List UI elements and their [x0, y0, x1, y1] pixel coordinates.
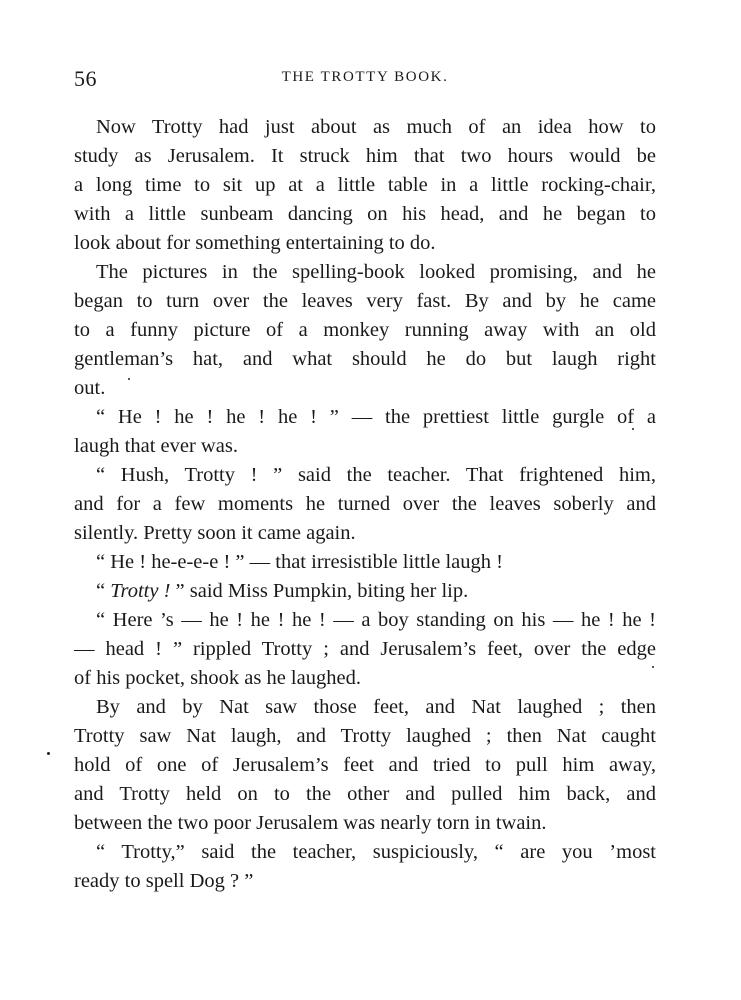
text-line: By and by Nat saw those feet, and Nat laughed ; then [96, 696, 656, 718]
text-line: and Trotty held on to the other and pulled him back, and [74, 783, 656, 805]
text-line: Trotty saw Nat laugh, and Trotty laughed ; then Nat caught [74, 725, 656, 747]
text-line: ready to spell Dog ? ” [74, 870, 254, 892]
text-line: out. [74, 377, 106, 399]
body-text [74, 113, 656, 896]
text-line: silently. Pretty soon it came again. [74, 522, 356, 544]
page-header [74, 66, 656, 96]
text-line: study as Jerusalem. It struck him that two hours would be [74, 145, 656, 167]
ink-speck [652, 666, 654, 668]
text-line: Now Trotty had just about as much of an idea how to [96, 116, 656, 138]
italic-text: Trotty ! [110, 580, 171, 602]
text-line: The pictures in the spelling-book looked promising, and he [96, 261, 656, 283]
ink-speck [128, 378, 130, 380]
text-line: to a funny picture of a monkey running away with an old [74, 319, 656, 341]
text-line: and for a few moments he turned over the leaves soberly and [74, 493, 656, 515]
text-line: “ Hush, Trotty ! ” said the teacher. That frightened him, [96, 464, 656, 486]
ink-speck [47, 752, 50, 755]
text-line: between the two poor Jerusalem was nearly torn in twain. [74, 812, 547, 834]
ink-speck [632, 428, 634, 430]
text-line: “ He ! he ! he ! he ! ” — the prettiest little gurgle of a [96, 406, 656, 428]
text-line: “ Here ’s — he ! he ! he ! — a boy standing on his — he ! he ! [96, 609, 656, 631]
text-line: look about for something entertaining to do. [74, 232, 436, 254]
text-line: laugh that ever was. [74, 435, 238, 457]
text-line: a long time to sit up at a little table in a little rocking-chair, [74, 174, 656, 196]
text-line: with a little sunbeam dancing on his head, and he began to [74, 203, 656, 225]
running-title: THE TROTTY BOOK. [281, 69, 449, 85]
page-number: 56 [74, 66, 97, 91]
text-line: hold of one of Jerusalem’s feet and tried to pull him away, [74, 754, 656, 776]
text-line: of his pocket, shook as he laughed. [74, 667, 361, 689]
text-line: gentleman’s hat, and what should he do but laugh right [74, 348, 656, 370]
text-line: began to turn over the leaves very fast. By and by he came [74, 290, 656, 312]
text-line: “ He ! he-e-e-e ! ” — that irresistible little laugh ! [96, 551, 503, 573]
text-line: “ Trotty ! ” said Miss Pumpkin, biting her lip. [96, 580, 469, 602]
text-line: — head ! ” rippled Trotty ; and Jerusalem’s feet, over the edge [74, 638, 656, 660]
text-line: “ Trotty,” said the teacher, suspiciously, “ are you ’most [96, 841, 656, 863]
